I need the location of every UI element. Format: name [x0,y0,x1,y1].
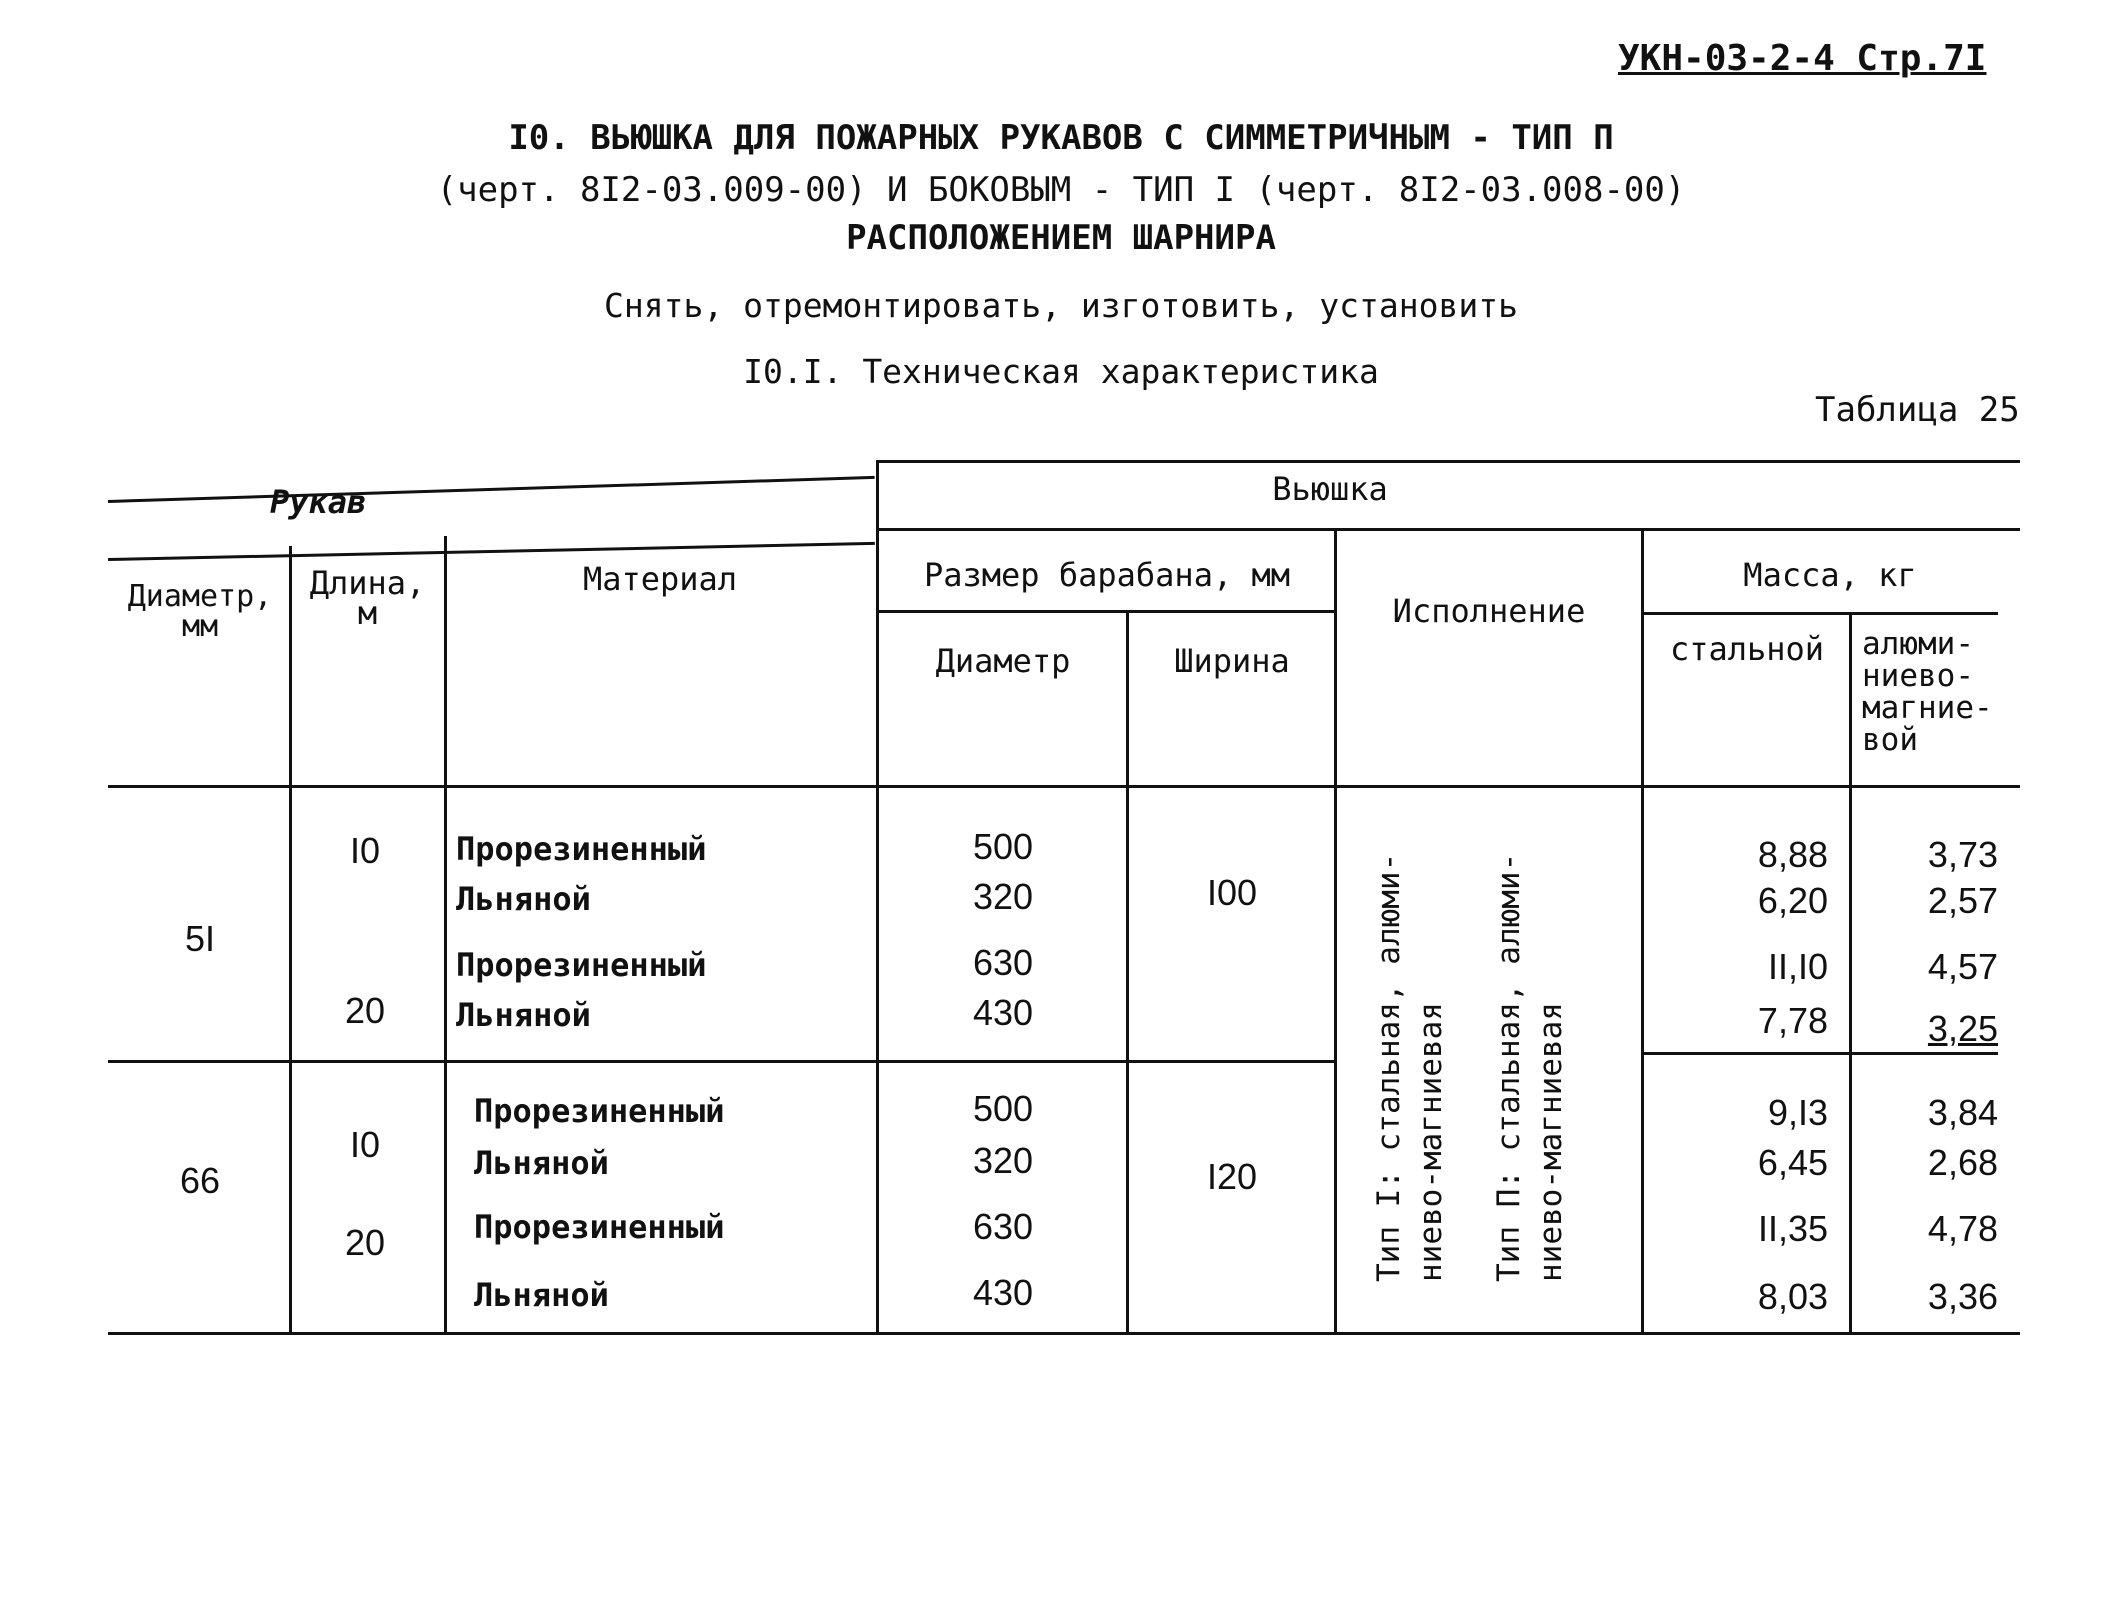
col-divider-1 [289,546,292,1334]
table-row-5-mass-steel: 9,I3 [1767,1092,1828,1133]
col-divider-5 [1334,528,1337,1334]
header-reel: Вьюшка [1272,470,1388,508]
hose-diameter-group-2: 66 [179,1160,221,1201]
drum-width-group-1: I00 [1206,872,1258,913]
table-label: Таблица 25 [1815,390,2020,430]
table-row-3-drum-diameter: 630 [972,942,1034,983]
table-row-2-material: Льняной [456,880,591,918]
hose-group-line [108,542,875,561]
section-title: I0.I. Техническая характеристика [743,352,1379,391]
table-row-4-drum-diameter: 430 [972,992,1034,1033]
table-row-6-mass-steel: 6,45 [1757,1142,1828,1183]
header-hose: Рукав [270,483,367,521]
table-row-7-length: 20 [344,1222,386,1263]
document-reference: УКН-03-2-4 Стр.7I [1618,38,1987,79]
table-row-6-length: I0 [349,1124,381,1165]
heading-line-1: I0. ВЬЮШКА ДЛЯ ПОЖАРНЫХ РУКАВОВ С СИММЕТРИЧНЫМ - ТИП П [508,118,1614,158]
header-bottom-line [108,785,2020,788]
col-divider-2 [444,536,447,1334]
table-row-1-mass-steel: 8,88 [1757,834,1828,875]
table-row-1-material: Прорезиненный [456,830,707,868]
table-row-2-drum-diameter: 320 [972,876,1034,917]
table-row-7-mass-alu: 4,78 [1927,1208,1998,1249]
header-mass: Масса, кг [1743,556,1917,594]
version-type-2: Тип П: стальная, алюми- ниево-магниевая [1491,852,1569,1282]
col-divider-3 [876,460,879,1334]
header-drum-diameter: Диаметр [935,642,1071,680]
table-row-3-mass-steel: II,I0 [1767,946,1828,987]
table-row-1-mass-alu: 3,73 [1927,834,1998,875]
table-row-4-material: Льняной [456,996,591,1034]
table-row-5-mass-alu: 3,84 [1927,1092,1998,1133]
header-hose-diameter: Диаметр, мм [127,579,273,644]
drum-width-group-2: I20 [1206,1156,1258,1197]
table-row-4-length: 20 [344,990,386,1031]
header-drum-width: Ширина [1174,642,1290,680]
table-row-7-mass-steel: II,35 [1757,1208,1828,1249]
table-row-8-mass-alu: 3,36 [1927,1276,1998,1317]
table-row-4-mass-steel: 7,78 [1757,1000,1828,1041]
table-row-3-mass-alu: 4,57 [1927,946,1998,987]
table-row-6-mass-alu: 2,68 [1927,1142,1998,1183]
header-version: Исполнение [1392,592,1586,630]
table-row-8-drum-diameter: 430 [972,1272,1034,1313]
table-top-line-left [108,476,875,503]
group-separator-left [108,1060,1335,1063]
table-row-8-material: Льняной [474,1276,609,1314]
table-row-6-drum-diameter: 320 [972,1140,1034,1181]
table-row-7-drum-diameter: 630 [972,1206,1034,1247]
table-row-8-mass-steel: 8,03 [1757,1276,1828,1317]
heading-line-3: РАСПОЛОЖЕНИЕМ ШАРНИРА [846,218,1276,258]
drum-group-line [877,610,1335,613]
table-row-5-material: Прорезиненный [474,1092,725,1130]
header-drum-size: Размер барабана, мм [923,556,1291,594]
header-material: Материал [582,560,738,598]
col-divider-4 [1126,610,1129,1334]
header-mass-steel: стальной [1669,630,1825,668]
col-divider-6 [1641,528,1644,1334]
reel-group-line [877,528,2020,531]
table-row-4-mass-alu: 3,25 [1927,1008,1998,1049]
table-row-2-mass-steel: 6,20 [1757,880,1828,921]
table-bottom-line [108,1332,2020,1335]
table-row-1-drum-diameter: 500 [972,826,1034,867]
table-row-2-mass-alu: 2,57 [1927,880,1998,921]
operations-text: Снять, отремонтировать, изготовить, установить [604,286,1518,325]
table-top-line-right [877,460,2020,463]
table-row-7-material: Прорезиненный [474,1208,725,1246]
hose-diameter-group-1: 5I [184,918,216,959]
table-row-3-material: Прорезиненный [456,946,707,984]
mass-group-line [1642,612,1998,615]
group-separator-right [1642,1052,1998,1055]
version-type-1: Тип I: стальная, алюми- ниево-магниевая [1371,852,1449,1282]
table-row-1-length: I0 [349,830,381,871]
table-row-5-drum-diameter: 500 [972,1088,1034,1129]
header-mass-alu: алюми- ниево- магние- вой [1862,626,1993,758]
table-row-6-material: Льняной [474,1144,609,1182]
heading-line-2: (черт. 8I2-03.009-00) И БОКОВЫМ - ТИП I (черт. 8I2-03.008-00) [436,170,1686,210]
header-hose-length: Длина, м [309,564,426,632]
